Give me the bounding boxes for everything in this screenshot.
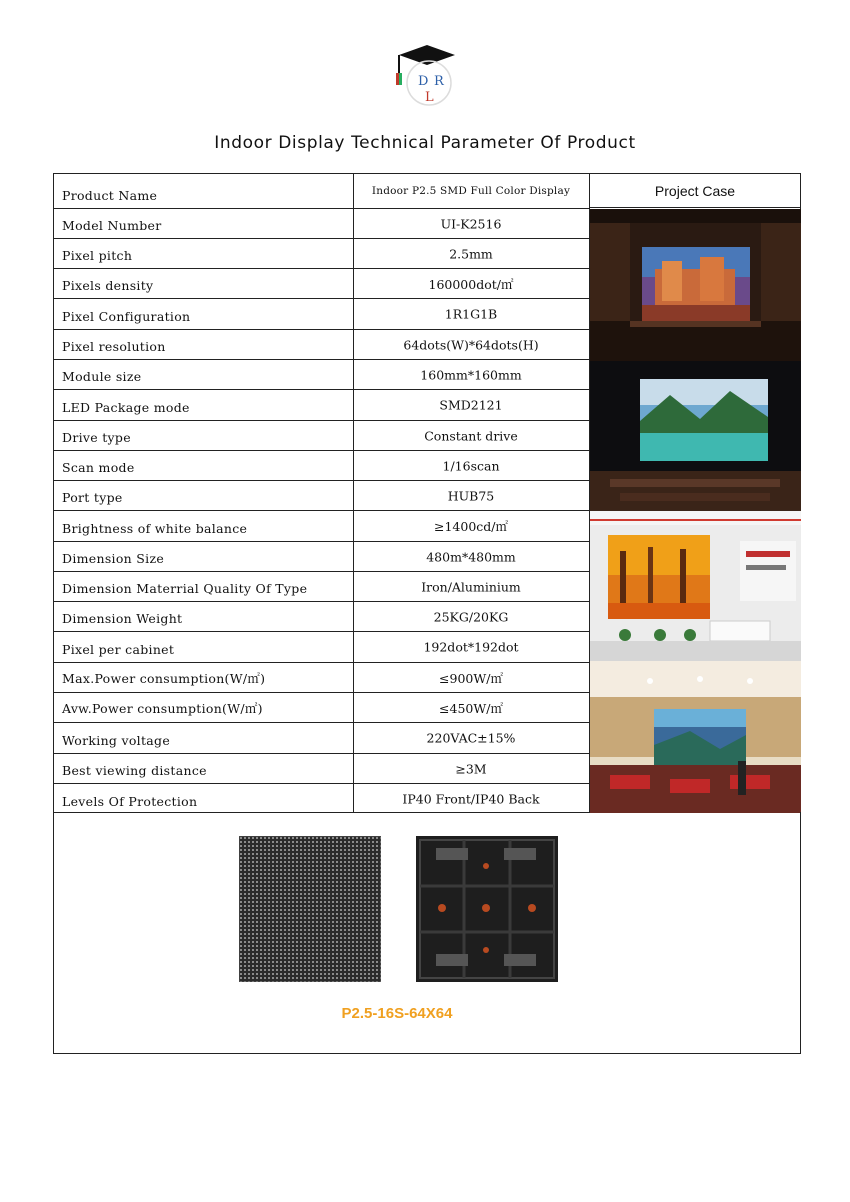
table-row (54, 269, 589, 299)
led-module-front-image (239, 836, 381, 982)
row-value: SMD2121 (439, 397, 503, 413)
row-label: Model Number (62, 218, 162, 233)
table-row (54, 360, 589, 390)
case-photo-conference-room (590, 361, 801, 511)
table-row (54, 663, 589, 693)
row-value: IP40 Front/IP40 Back (402, 791, 540, 807)
row-label: Dimension Size (62, 551, 165, 566)
table-row (54, 784, 589, 814)
row-value: 25KG/20KG (433, 609, 509, 624)
table-row (54, 390, 589, 421)
table-row (54, 572, 589, 602)
row-label: Max.Power consumption(W/㎡) (62, 671, 266, 686)
case-photo-lobby (590, 511, 801, 661)
row-value: 220VAC±15% (426, 730, 516, 746)
row-label: Scan mode (62, 460, 135, 475)
row-value: 160000dot/㎡ (428, 276, 514, 292)
row-value: Constant drive (424, 428, 518, 443)
row-value: UI-K2516 (440, 216, 502, 231)
table-row (54, 754, 589, 784)
row-label: Pixel resolution (62, 339, 166, 354)
table-row (54, 723, 589, 754)
row-label: Levels Of Protection (62, 794, 198, 809)
row-label: Best viewing distance (62, 763, 207, 778)
row-label: Brightness of white balance (62, 521, 248, 536)
module-images-panel (53, 812, 801, 1054)
row-label: Port type (62, 490, 123, 505)
row-label: Working voltage (62, 733, 171, 748)
table-row (54, 421, 589, 451)
table-row (54, 542, 589, 572)
row-label: LED Package mode (62, 400, 190, 415)
module-model-caption: P2.5-16S-64X64 (341, 1005, 453, 1022)
row-value: 1/16scan (442, 458, 500, 473)
row-label: Pixel Configuration (62, 309, 191, 324)
row-value: 64dots(W)*64dots(H) (403, 337, 539, 352)
row-label: Pixel per cabinet (62, 642, 175, 657)
table-row (54, 693, 589, 723)
company-logo (393, 43, 461, 107)
table-row (54, 174, 589, 209)
row-value: 1R1G1B (444, 306, 498, 322)
row-value: 480m*480mm (426, 549, 516, 564)
row-label: Dimension Weight (62, 611, 183, 626)
row-value: HUB75 (447, 488, 495, 503)
row-label: Product Name (62, 188, 158, 203)
table-row (54, 602, 589, 632)
table-row (54, 209, 589, 239)
table-row (54, 451, 589, 481)
row-value: 192dot*192dot (423, 639, 519, 655)
row-value: ≤450W/㎡ (439, 700, 503, 716)
project-case-header: Project Case (589, 174, 801, 208)
case-photo-auditorium (590, 209, 801, 361)
led-module-back-image (416, 836, 558, 982)
case-photo-banquet-hall (590, 661, 801, 813)
row-value: 2.5mm (449, 246, 493, 261)
row-value: Iron/Aluminium (421, 579, 521, 594)
row-label: Module size (62, 369, 142, 384)
row-label: Pixels density (62, 278, 154, 293)
row-label: Dimension Materrial Quality Of Type (62, 581, 308, 596)
row-value: 160mm*160mm (420, 367, 522, 382)
table-row (54, 239, 589, 269)
logo-letter-d: D (418, 74, 429, 89)
table-row (54, 511, 589, 542)
row-value: Indoor P2.5 SMD Full Color Display (371, 185, 571, 197)
table-row (54, 632, 589, 663)
table-row (54, 299, 589, 330)
table-row (54, 481, 589, 511)
row-value: ≥3M (455, 761, 487, 776)
row-value: ≤900W/㎡ (439, 670, 503, 686)
row-label: Drive type (62, 430, 131, 445)
row-label: Avw.Power consumption(W/㎡) (62, 701, 263, 716)
row-label: Pixel pitch (62, 248, 133, 263)
table-row (54, 330, 589, 360)
logo-letter-r: R (434, 74, 444, 89)
page-title: Indoor Display Technical Parameter Of Product (214, 133, 636, 153)
row-value: ≥1400cd/㎡ (434, 519, 508, 534)
logo-letter-l: L (425, 90, 434, 105)
spec-table (53, 173, 801, 813)
